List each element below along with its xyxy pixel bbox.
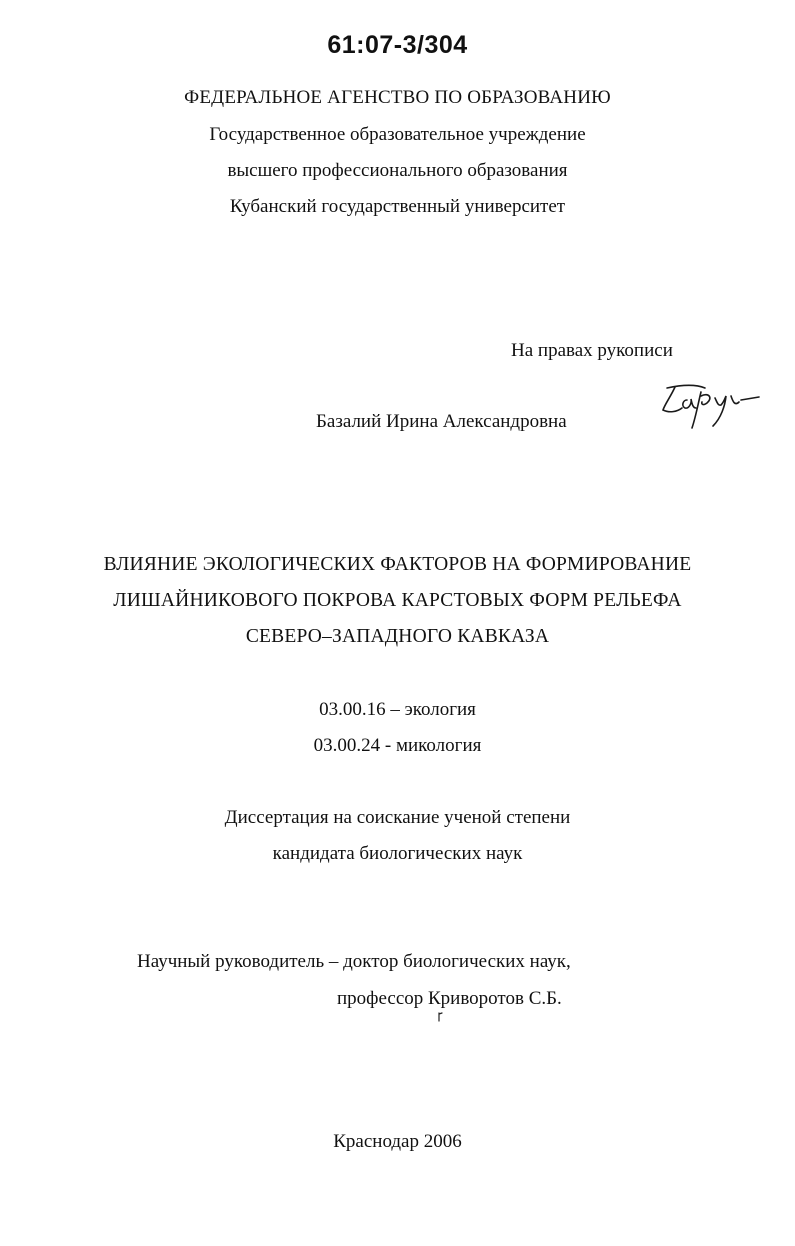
title-line-2: ЛИШАЙНИКОВОГО ПОКРОВА КАРСТОВЫХ ФОРМ РЕЛЬЕФА <box>113 590 682 611</box>
author-name: Базалий Ирина Александровна <box>316 411 567 432</box>
agency-name: ФЕДЕРАЛЬНОЕ АГЕНСТВО ПО ОБРАЗОВАНИЮ <box>184 87 611 108</box>
title-line-1: ВЛИЯНИЕ ЭКОЛОГИЧЕСКИХ ФАКТОРОВ НА ФОРМИРОВАНИЕ <box>103 554 692 575</box>
title-line-3: СЕВЕРО–ЗАПАДНОГО КАВКАЗА <box>245 626 550 647</box>
manuscript-rights: На правах рукописи <box>511 340 673 361</box>
specialty-mycology: 03.00.24 - микология <box>313 735 482 756</box>
stray-mark <box>436 1011 444 1023</box>
degree-line-1: Диссертация на соискание ученой степени <box>224 807 571 828</box>
supervisor-line-1: Научный руководитель – доктор биологических наук, <box>137 951 571 972</box>
institution-line-2: высшего профессионального образования <box>227 160 568 181</box>
handwritten-signature <box>655 378 763 434</box>
stamp-code: 61:07-3/304 <box>327 31 468 59</box>
university-name: Кубанский государственный университет <box>229 196 566 217</box>
supervisor-line-2: профессор Криворотов С.Б. <box>337 988 562 1009</box>
degree-line-2: кандидата биологических наук <box>272 843 523 864</box>
city-year: Краснодар 2006 <box>333 1131 462 1152</box>
specialty-ecology: 03.00.16 – экология <box>319 699 476 720</box>
institution-line-1: Государственное образовательное учреждение <box>209 124 586 145</box>
